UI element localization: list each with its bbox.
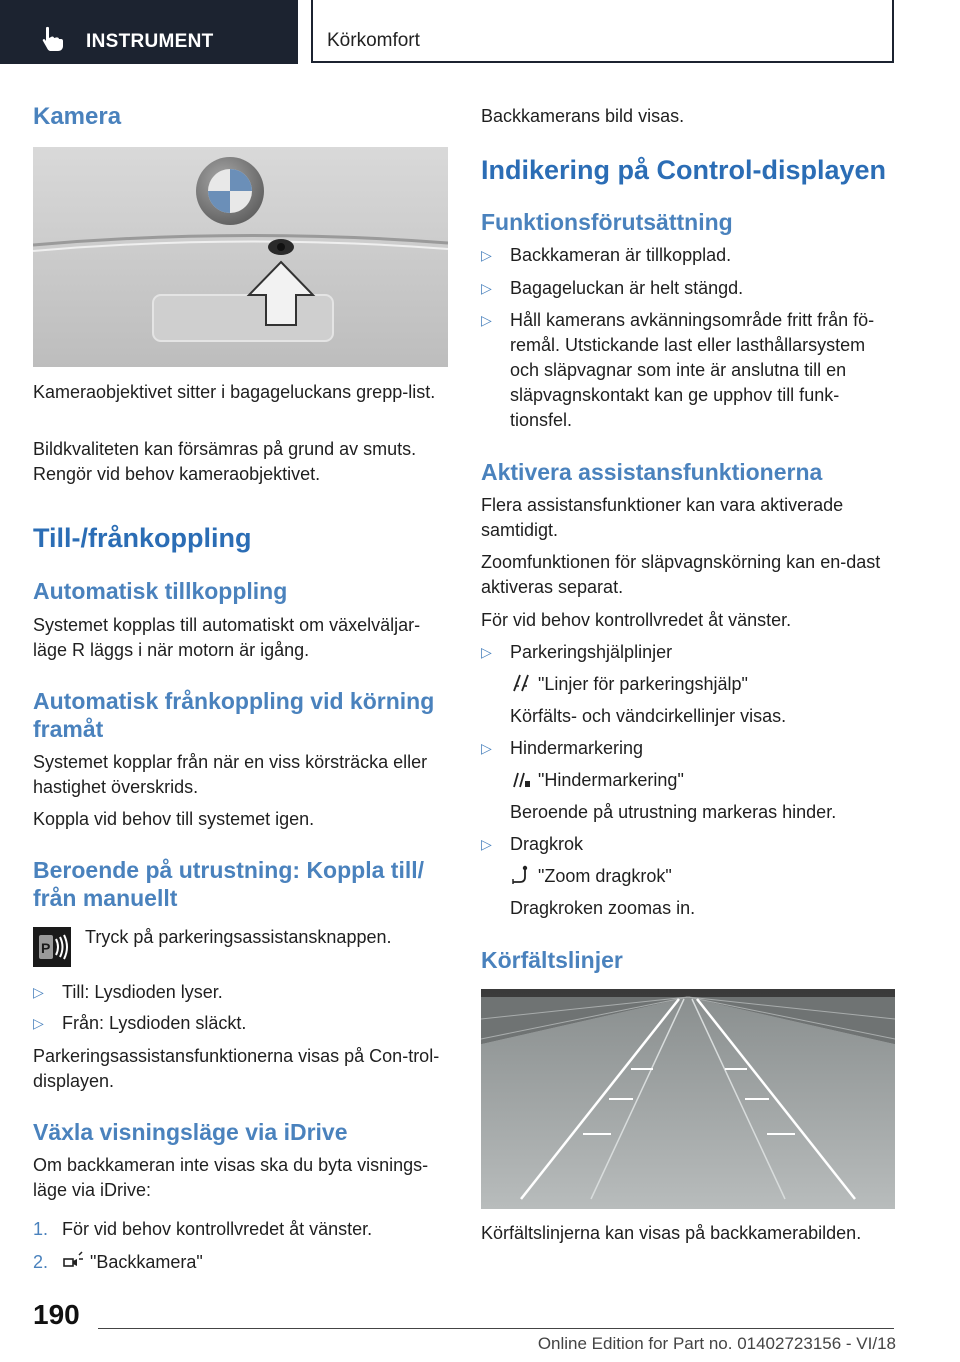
edition-info: Online Edition for Part no. 01402723156 - VI/18	[537, 1334, 896, 1353]
heading-toggle: Till-/frånkoppling	[33, 523, 252, 553]
function-desc: Körfälts- och vändcirkellinjer visas.	[510, 706, 787, 726]
auto-off-text-2: Koppla vid behov till systemet igen.	[33, 809, 315, 829]
bullet-marker-icon: ▷	[33, 984, 44, 1000]
camera-shown-text: Backkamerans bild visas.	[481, 106, 685, 126]
hand-pointer-icon	[40, 26, 68, 52]
section-label: INSTRUMENT	[86, 31, 214, 52]
lane-lines-image	[481, 989, 895, 1209]
heading-display: Indikering på Control-displayen	[481, 155, 887, 185]
lanes-text: Körfältslinjerna kan visas på backkamerabilden.	[481, 1223, 862, 1243]
chapter-label: Körkomfort	[327, 30, 420, 51]
heading-camera: Kamera	[33, 103, 122, 130]
tow-hitch-icon	[510, 865, 532, 885]
bullet-marker-icon: ▷	[481, 644, 492, 660]
heading-auto-off: Automatisk frånkoppling vid körning framåt	[33, 688, 435, 742]
manual-text: Tryck på parkeringsassistansknappen.	[85, 927, 392, 947]
activate-text-1: Flera assistansfunktioner kan vara aktiverade samtidigt.	[481, 495, 844, 540]
section-tab	[0, 0, 298, 64]
parking-lines-icon	[510, 673, 532, 693]
heading-manual: Beroende på utrustning: Koppla till/ från manuellt	[33, 857, 424, 911]
camera-text-1: Kameraobjektivet sitter i bagageluckans grepp-list.	[33, 382, 436, 402]
manual-text-2: Parkeringsassistansfunktionerna visas på Con-trol-displayen.	[33, 1046, 440, 1091]
auto-off-text-1: Systemet kopplar från när en viss körsträcka eller hastighet överskrids.	[33, 752, 428, 797]
camera-text-2: Bildkvaliteten kan försämras på grund av smuts. Rengör vid behov kameraobjektivet.	[33, 439, 417, 484]
idrive-text: Om backkameran inte visas ska du byta visnings-läge via iDrive:	[33, 1155, 429, 1200]
heading-prereq: Funktionsförutsättning	[481, 209, 733, 235]
bullet-marker-icon: ▷	[481, 280, 492, 296]
bullet-marker-icon: ▷	[33, 1015, 44, 1031]
heading-auto-on: Automatisk tillkoppling	[33, 578, 288, 604]
heading-lanes: Körfältslinjer	[481, 947, 623, 973]
camera-photo	[33, 147, 448, 367]
obstacle-marking-icon	[510, 769, 532, 789]
auto-on-text: Systemet kopplas till automatiskt om växelväljar-läge R läggs i när motorn är igång.	[33, 615, 421, 660]
heading-idrive: Växla visningsläge via iDrive	[33, 1119, 348, 1145]
bullet-marker-icon: ▷	[481, 247, 492, 263]
activate-text-2: Zoomfunktionen för släpvagnskörning kan en-dast aktiveras separat.	[481, 552, 881, 597]
chapter-box	[311, 0, 894, 63]
function-desc: Dragkroken zoomas in.	[510, 898, 696, 918]
bullet-marker-icon: ▷	[481, 740, 492, 756]
bullet-marker-icon: ▷	[481, 836, 492, 852]
heading-activate: Aktivera assistansfunktionerna	[481, 459, 823, 485]
bullet-marker-icon: ▷	[481, 312, 492, 328]
page-number: 190	[33, 1299, 80, 1330]
footer-divider	[98, 1328, 894, 1329]
function-desc: Beroende på utrustning markeras hinder.	[510, 802, 837, 822]
parking-button-icon	[33, 927, 71, 967]
svg-text:P: P	[41, 940, 51, 956]
activate-text-3: För vid behov kontrollvredet åt vänster.	[481, 610, 792, 630]
rear-camera-icon	[62, 1251, 84, 1271]
